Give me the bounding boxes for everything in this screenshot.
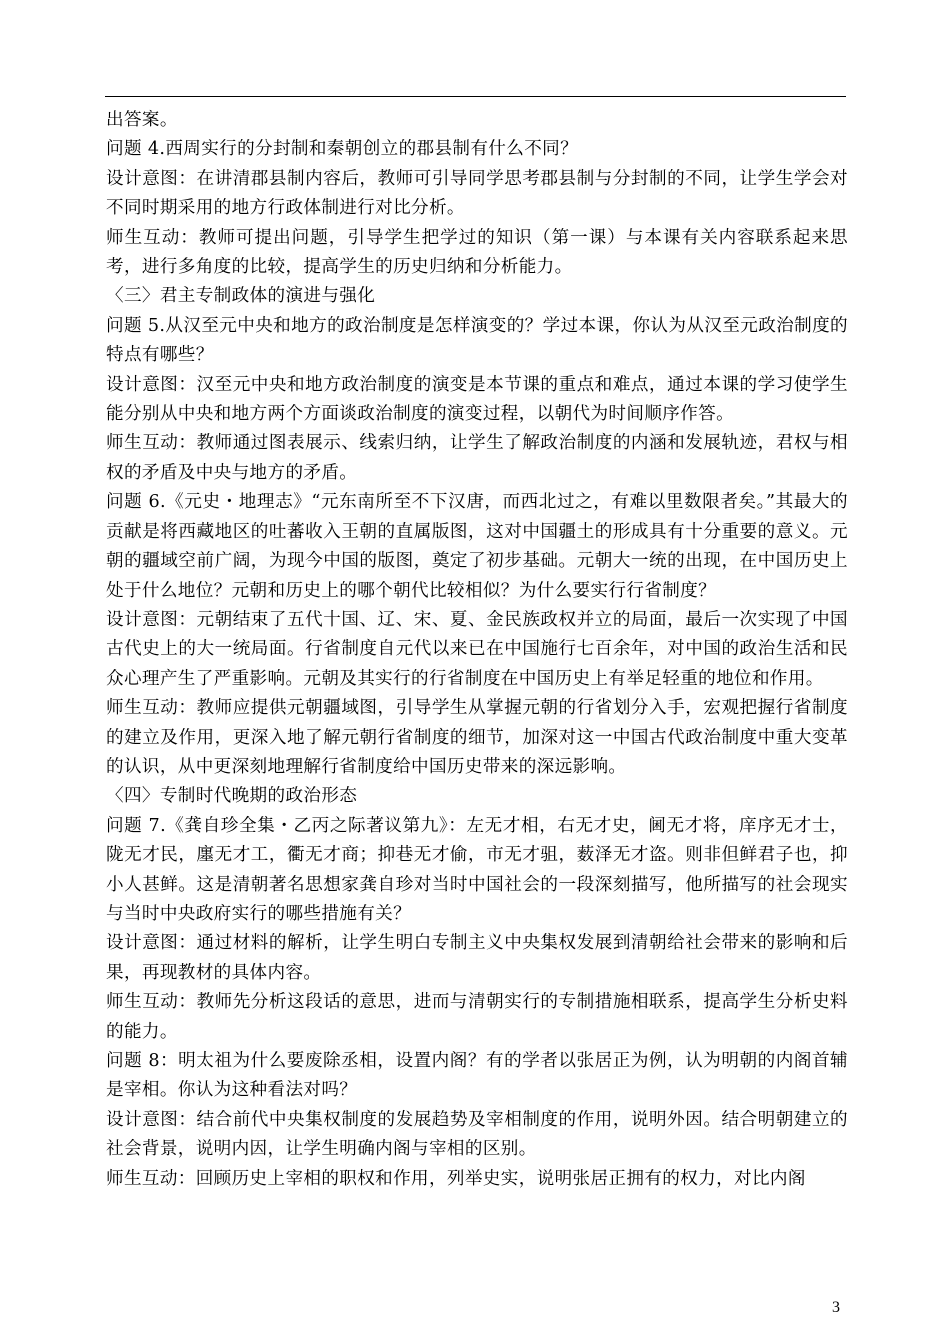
design-intent: 设计意图：结合前代中央集权制度的发展趋势及宰相制度的作用，说明外因。结合明朝建立的社会背景，说明内因，让学生明确内阁与宰相的区别。: [106, 1109, 848, 1160]
teacher-student-interaction: 师生互动：教师通过图表展示、线索归纳，让学生了解政治制度的内涵和发展轨迹，君权与相权的矛盾及中央与地方的矛盾。: [106, 433, 848, 483]
question-8: 问题 8：明太祖为什么要废除丞相，设置内阁？有的学者以张居正为例，认为明朝的内阁首辅是宰相。你认为这种看法对吗？: [106, 1051, 848, 1101]
design-intent: 设计意图：元朝结束了五代十国、辽、宋、夏、金民族政权并立的局面，最后一次实现了中国古代史上的大一统局面。行省制度自元代以来已在中国施行七百余年，对中国的政治生活和民众心理产生了严重影响。元朝及其实行的行省制度在中国历史上有举足轻重的地位和作用。: [106, 609, 848, 689]
teacher-student-interaction: 师生互动：教师可提出问题，引导学生把学过的知识（第一课）与本课有关内容联系起来思考，进行多角度的比较，提高学生的历史归纳和分析能力。: [106, 227, 848, 278]
question-4: 问题 4.西周实行的分封制和秦朝创立的郡县制有什么不同？: [106, 139, 579, 160]
header-rule: [105, 96, 846, 97]
paragraph: 出答案。: [106, 110, 178, 130]
teacher-student-interaction: 师生互动：回顾历史上宰相的职权和作用，列举史实，说明张居正拥有的权力，对比内阁: [106, 1168, 806, 1189]
section-heading-3: 〈三〉君主专制政体的演进与强化: [106, 286, 376, 307]
question-6: 问题 6.《元史・地理志》“元东南所至不下汉唐，而西北过之，有难以里数限者矣。”其最大的贡献是将西藏地区的吐蕃收入王朝的直属版图，这对中国疆土的形成具有十分重要的意义。元朝的疆域空前广阔，为现今中国的版图，奠定了初步基础。元朝大一统的出现，在中国历史上处于什么地位？元朝和历史上的哪个朝代比较相似？为什么要实行行省制度？: [106, 492, 848, 601]
design-intent: 设计意图：通过材料的解析，让学生明白专制主义中央集权发展到清朝给社会带来的影响和后果，再现教材的具体内容。: [106, 933, 848, 983]
teacher-student-interaction: 师生互动：教师先分析这段话的意思，进而与清朝实行的专制措施相联系，提高学生分析史料的能力。: [106, 992, 848, 1042]
document-body: [106, 106, 848, 1194]
page-number: 3: [832, 1299, 840, 1316]
question-7: 问题 7.《龚自珍全集・乙丙之际著议第九》：左无才相，右无才史，阃无才将，庠序无才士，陇无才民，廛无才工，衢无才商；抑巷无才偷，市无才驵，薮泽无才盗。则非但鲜君子也，抑小人甚鲜。这是清朝著名思想家龚自珍对当时中国社会的一段深刻描写，他所描写的社会现实与当时中央政府实行的哪些措施有关？: [106, 815, 848, 924]
teacher-student-interaction: 师生互动：教师应提供元朝疆域图，引导学生从掌握元朝的行省划分入手，宏观把握行省制度的建立及作用，更深入地了解元朝行省制度的细节，加深对这一中国古代政治制度中重大变革的认识，从中更深刻地理解行省制度给中国历史带来的深远影响。: [106, 698, 848, 777]
question-5: 问题 5.从汉至元中央和地方的政治制度是怎样演变的？学过本课，你认为从汉至元政治制度的特点有哪些？: [106, 315, 848, 366]
section-heading-4: 〈四〉专制时代晚期的政治形态: [106, 786, 358, 807]
design-intent: 设计意图：汉至元中央和地方政治制度的演变是本节课的重点和难点，通过本课的学习使学生能分别从中央和地方两个方面谈政治制度的演变过程，以朝代为时间顺序作答。: [106, 374, 848, 425]
design-intent: 设计意图：在讲清郡县制内容后，教师可引导同学思考郡县制与分封制的不同，让学生学会对不同时期采用的地方行政体制进行对比分析。: [106, 168, 848, 219]
